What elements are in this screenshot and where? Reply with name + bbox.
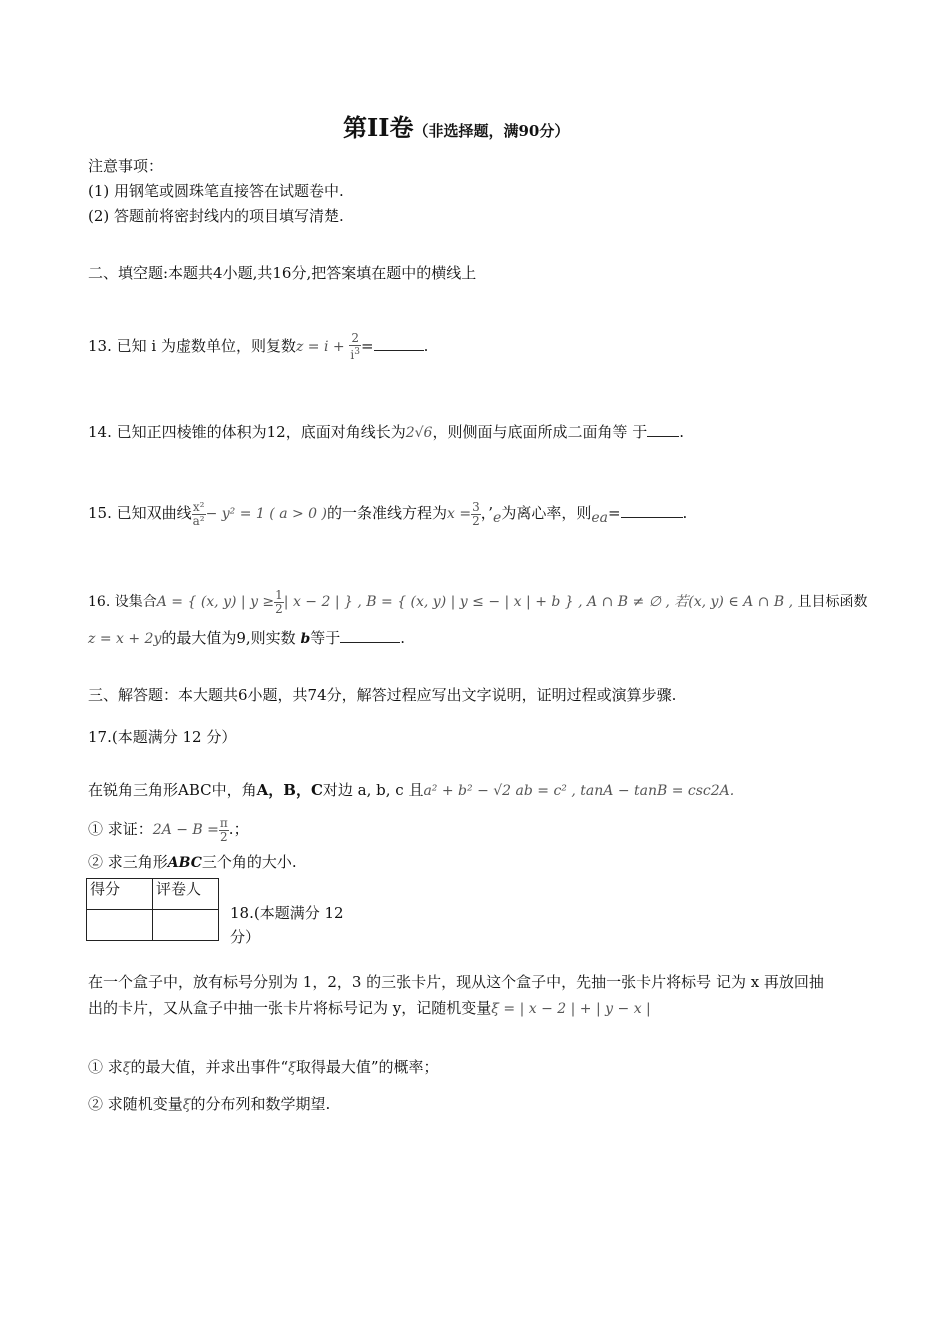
section2-heading: 二、填空题:本题共4小题,共16分,把答案填在题中的横线上 <box>88 264 477 282</box>
q14-math: 2√6 <box>405 425 433 441</box>
note-item-2: (2) 答题前将密封线内的项目填写清楚. <box>88 207 344 225</box>
q15-end: . <box>682 504 688 522</box>
q16-text: 16. 设集合 <box>88 594 157 610</box>
q17-part1-end: .； <box>228 820 249 838</box>
q15-text4: 为离心率，则 <box>501 504 592 522</box>
q15-num2: 3 <box>472 499 480 514</box>
q15-fraction-1 <box>192 501 206 528</box>
q17-math: a² + b² − √2 ab = c² , tanA − tanB = csc2A. <box>423 783 735 799</box>
q18-part-1 <box>88 1057 439 1078</box>
q15-den1: a² <box>192 513 205 528</box>
q15-num1: x² <box>192 499 205 514</box>
q14-text2: ，则侧面与底面所成二面角等 于 <box>432 423 648 441</box>
q17-part2-prefix: ② 求三角形 <box>88 853 168 871</box>
q13-den <box>349 346 361 362</box>
q13-den-base: i <box>350 348 355 362</box>
q17-text: 在锐角三角形ABC中，角 <box>88 781 257 799</box>
q17-part2-abc: ABC <box>167 855 202 871</box>
q17-part-1 <box>88 816 249 844</box>
question-16-line-2 <box>88 628 405 649</box>
q15-e: e <box>493 510 502 526</box>
q16-line2-text: 的最大值为9,则实数 <box>161 629 296 647</box>
q13-end: . <box>423 337 429 355</box>
q13-math: z = i + <box>295 339 345 355</box>
q16-den: 2 <box>275 601 283 616</box>
q15-text2: 的一条准线方程为 <box>327 504 448 522</box>
grader-input-cell[interactable] <box>153 910 219 941</box>
q18-part2-xi: ξ <box>182 1097 191 1113</box>
q17-label: 17.(本题满分 12 分） <box>88 728 237 746</box>
q18-label-line-2: 分） <box>230 928 261 946</box>
q15-math1: − y² = 1 ( a > 0 ) <box>205 506 327 522</box>
section3-heading: 三、解答题：本大题共6小题，共74分，解答过程应写出文字说明，证明过程或演算步骤. <box>88 686 677 704</box>
q16-fraction <box>274 589 284 616</box>
q16-line2-math: z = x + 2y <box>88 631 162 647</box>
q13-num: 2 <box>351 331 360 345</box>
q18-part1-text2: 取得最大值”的概率； <box>295 1058 439 1076</box>
q17-part1-math: 2A − B = <box>152 822 219 838</box>
q16-answer-blank[interactable] <box>340 628 400 643</box>
question-16-line-1 <box>88 588 868 616</box>
q14-answer-blank[interactable] <box>647 422 679 437</box>
score-table-header-row <box>87 879 219 910</box>
q18-part2-text: 的分布列和数学期望. <box>190 1095 331 1113</box>
q16-line2-text2: 等于 <box>310 629 341 647</box>
q15-den2: 2 <box>472 513 480 528</box>
q18-line2-text: 出的卡片，又从盒子中抽一张卡片将标号记为 y，记随机变量 <box>88 999 492 1017</box>
question-13 <box>88 332 428 362</box>
q18-line-1: 在一个盒子中，放有标号分别为 1，2，3 的三张卡片，现从这个盒子中，先抽一张卡片将标号 记为 x 再放回抽 <box>88 973 824 991</box>
q13-answer-blank[interactable] <box>374 336 424 351</box>
score-table <box>86 878 219 941</box>
notes-heading: 注意事项： <box>88 157 164 175</box>
q17-part2-text: 三个角的大小. <box>201 853 297 871</box>
q17-text2: 对边 a, b, c 且 <box>322 781 424 799</box>
q15-math2: x = <box>447 506 472 522</box>
q18-line2-math: ξ = | x − 2 | + | y − x | <box>491 1001 651 1017</box>
q18-part1-text: 的最大值，并求出事件“ <box>130 1058 289 1076</box>
q15-text3: ，’ <box>480 504 494 522</box>
q15-fraction-2 <box>471 501 481 528</box>
q17-statement <box>88 780 734 801</box>
q18-part1-xi2: ξ <box>288 1060 296 1076</box>
q17-abc: A，B，C <box>256 781 323 799</box>
note-item-1: (1) 用钢笔或圆珠笔直接答在试题卷中. <box>88 182 344 200</box>
score-header-cell: 得分 <box>87 879 153 910</box>
q17-part1-num: π <box>219 815 228 830</box>
page-title <box>343 113 569 146</box>
q16-b: b <box>300 631 311 647</box>
q14-text: 14. 已知正四棱锥的体积为12，底面对角线长为 <box>88 423 406 441</box>
q18-part2-prefix: ② 求随机变量 <box>88 1095 183 1113</box>
q16-num: 1 <box>275 587 283 602</box>
score-input-cell[interactable] <box>87 910 153 941</box>
q16-text2: 且目标函数 <box>793 594 868 610</box>
q18-label-line-1: 18.(本题满分 12 <box>230 904 344 922</box>
q13-exp: 3 <box>354 347 360 357</box>
q15-ea: ea <box>591 510 608 526</box>
q13-text: 13. 已知 i 为虚数单位，则复数 <box>88 337 296 355</box>
q15-text: 15. 已知双曲线 <box>88 504 192 522</box>
q16-math2: | x − 2 | } , B = { (x, y) | y ≤ − | x | + b } , A ∩ B ≠ ∅ , 若(x, y) ∈ A ∩ B , <box>283 594 794 610</box>
q13-eq: = <box>361 337 374 355</box>
question-14 <box>88 422 684 443</box>
question-15 <box>88 498 687 533</box>
q18-part1-xi: ξ <box>122 1060 131 1076</box>
q13-fraction <box>349 332 361 362</box>
grader-header-cell: 评卷人 <box>153 879 219 910</box>
q17-part-2 <box>88 852 297 873</box>
q16-math1: A = { (x, y) | y ≥ <box>156 594 275 610</box>
q17-part1-prefix: ① 求证： <box>88 820 153 838</box>
q14-end: . <box>679 423 685 441</box>
score-table-input-row <box>87 910 219 941</box>
q16-end: . <box>400 629 406 647</box>
q17-part1-den: 2 <box>220 829 228 844</box>
q18-part1-prefix: ① 求 <box>88 1058 123 1076</box>
q17-part1-fraction <box>219 817 229 844</box>
q18-part-2 <box>88 1094 330 1115</box>
q15-eq: = <box>607 504 621 522</box>
q15-answer-blank[interactable] <box>621 503 683 518</box>
title-sub: （非选择题，满90分） <box>413 122 570 140</box>
title-main: 第II卷 <box>343 113 414 142</box>
q18-line-2 <box>88 998 651 1019</box>
